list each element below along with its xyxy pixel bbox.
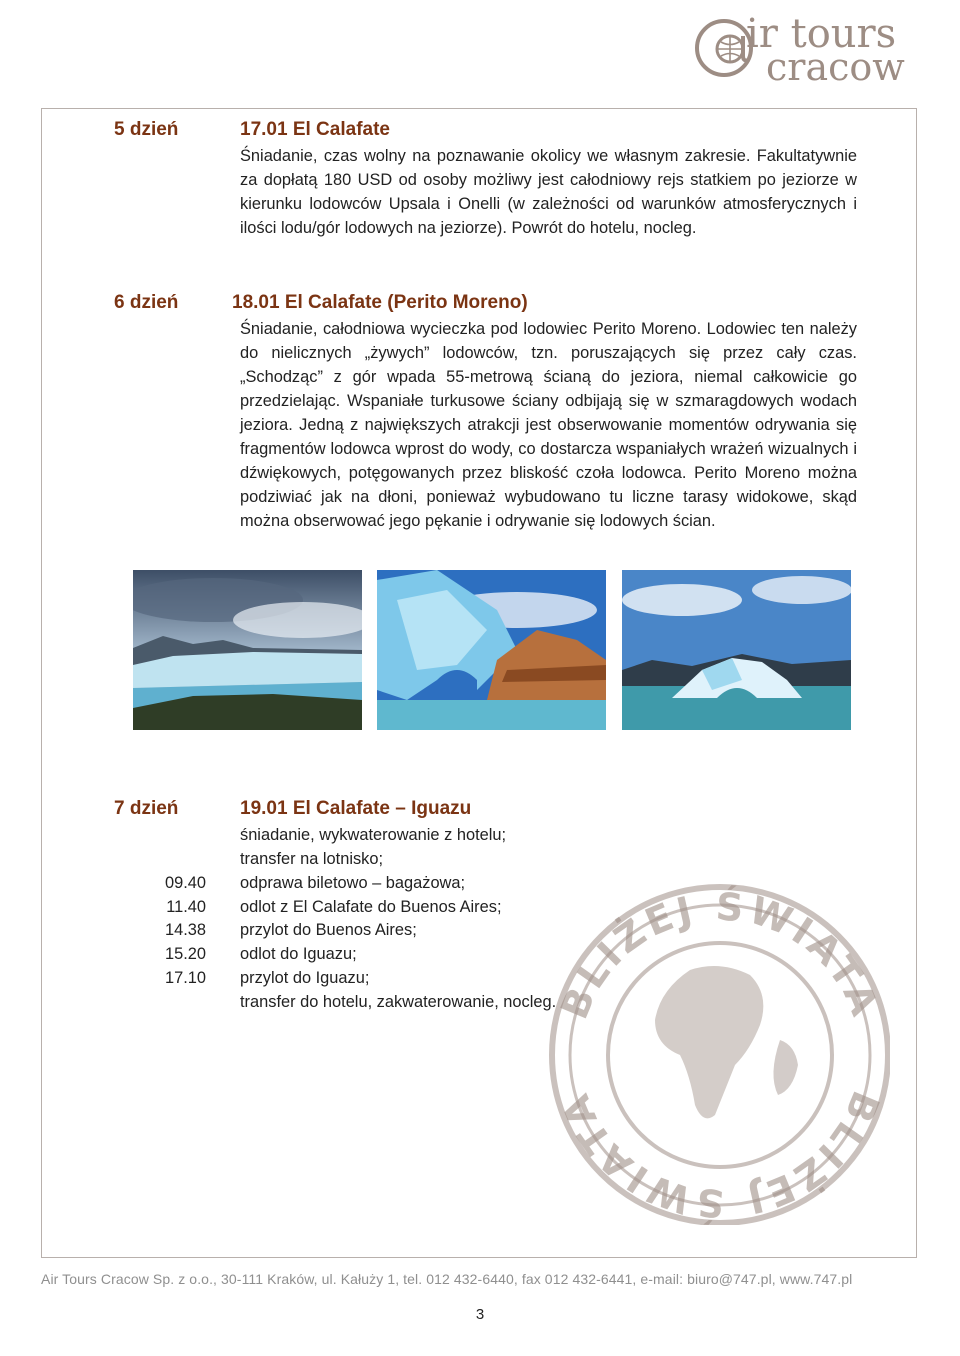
schedule-item: odprawa biletowo – bagażowa; <box>240 874 466 892</box>
day-paragraph: Śniadanie, całodniowa wycieczka pod lodowiec Perito Moreno. Lodowiec ten należy do nielicznych „żywych” lodowców, tzn. poruszających się przez cały czas. „Schodząc” z gór wpada 55-metrową ścianą do jeziora, niemal całkowicie go przedzielając. Wspaniałe turkusowe ściany odbijają się w szmaragdowych wodach jeziora. Jedną z największych atrakcji jest obserwowanie momentów odrywania się fragmentów lodowca wprost do wody, co dostarcza wspaniałych wrażeń wizualnych i dźwiękowych, potęgowanych przez bliskość czoła lodowca. Perito Moreno można podziwiać jak na dłoni, ponieważ wybudowano tu liczne tarasy widokowe, skąd można obserwować jego pękanie i odrywanie się lodowych ścian. <box>240 320 857 530</box>
schedule-time: 11.40 <box>166 898 206 916</box>
day-label: 7 dzień <box>114 798 179 819</box>
schedule-item: przylot do Buenos Aires; <box>240 921 417 939</box>
schedule-item: transfer do hotelu, zakwaterowanie, nocleg. <box>240 993 557 1011</box>
svg-text:BLIŻEJ ŚWIATA <box>552 1085 888 1225</box>
stamp-text-top: BLIŻEJ ŚWIATA <box>552 884 888 1026</box>
company-logo <box>694 12 924 88</box>
blizej-swiata-stamp <box>540 860 890 1225</box>
glacier-photo-3 <box>622 570 851 730</box>
day-label: 6 dzień <box>114 292 179 313</box>
schedule-time: 09.40 <box>164 874 206 892</box>
day-title: 19.01 El Calafate – Iguazu <box>240 798 472 819</box>
page-number: 3 <box>475 1306 485 1323</box>
day-paragraph: Śniadanie, czas wolny na poznawanie okolicy we własnym zakresie. Fakultatywnie za dopłatą 180 USD od osoby możliwy jest całodniowy rejs statkiem po jeziorze w kierunku lodowców Upsala i Onelli (w zależności od warunków atmosferycznych i ilości lodu/gór lodowych na jeziorze). Powrót do hotelu, nocleg. <box>240 147 857 237</box>
schedule-time: 14.38 <box>164 921 206 939</box>
day-description <box>240 144 857 240</box>
schedule-item: transfer na lotnisko; <box>240 850 384 868</box>
glacier-photo-2 <box>377 570 606 730</box>
logo-line-2: cracow <box>766 45 905 89</box>
schedule-time: 17.10 <box>164 969 206 987</box>
schedule-item: odlot z El Calafate do Buenos Aires; <box>240 898 502 916</box>
stamp-text-bottom: BLIŻEJ ŚWIATA <box>552 1084 888 1225</box>
day-label: 5 dzień <box>114 119 179 140</box>
glacier-photo-1 <box>133 570 362 730</box>
schedule-item: śniadanie, wykwaterowanie z hotelu; <box>240 826 507 844</box>
footer-contact: Air Tours Cracow Sp. z o.o., 30-111 Kraków, ul. Kałuży 1, tel. 012 432-6440, fax 012 432-6441, e-mail: biuro@747.pl, www.747.pl <box>41 1271 853 1287</box>
logo-line-1: ir tours <box>746 11 897 57</box>
schedule-item: odlot do Iguazu; <box>240 945 357 963</box>
day-title: 18.01 El Calafate (Perito Moreno) <box>232 292 528 313</box>
day-title: 17.01 El Calafate <box>240 119 390 140</box>
schedule-item: przylot do Iguazu; <box>240 969 370 987</box>
schedule-time: 15.20 <box>164 945 206 963</box>
day-description <box>240 317 857 533</box>
